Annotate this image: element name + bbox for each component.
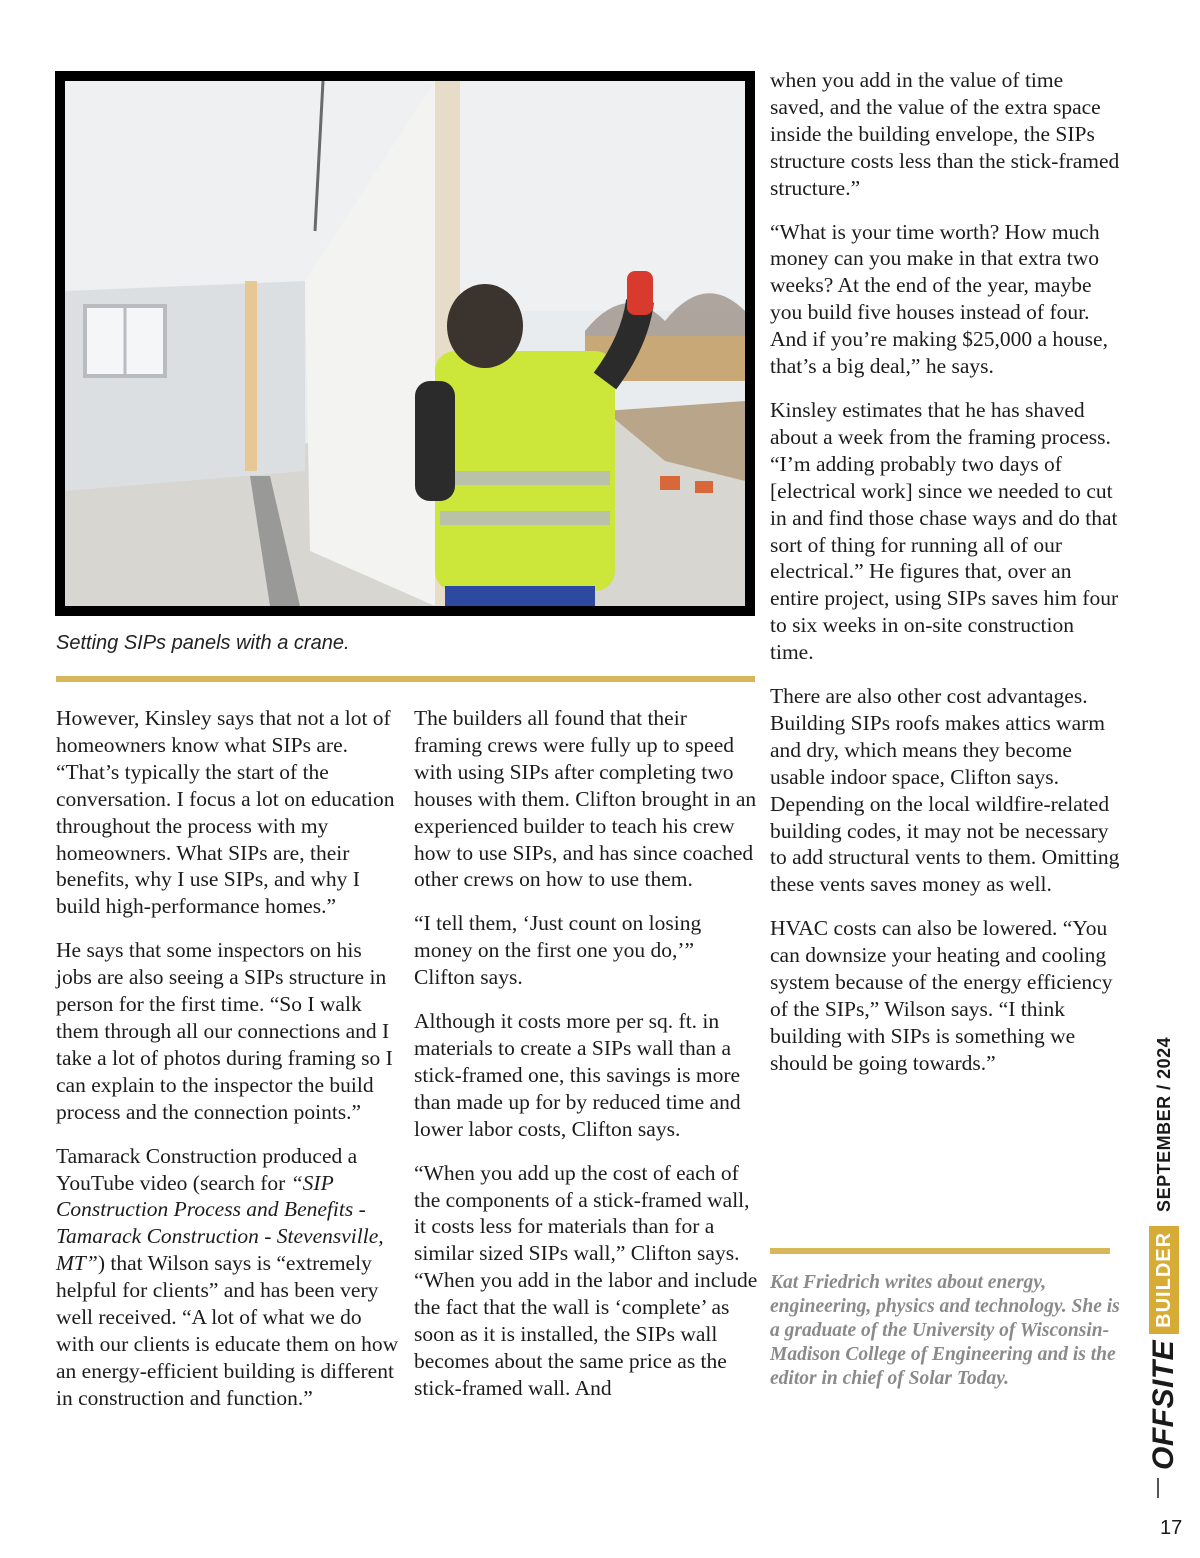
paragraph: Tamarack Construction produced a YouTube video (search for “SIP Construction Process and Benefits -Tamarack Construction - Stevensville, MT”) that Wilson says is “extremely helpful for clients” and has been very well received. “A lot of what we do with our clients is educate them on how an energy-efficient building is different in construction and function.” (56, 1143, 399, 1410)
video-title: “SIP Construction Process and Benefits -Tamarack Construction - Stevensville, MT” (56, 1170, 384, 1276)
magazine-brand (1147, 1037, 1181, 1470)
issue-date: SEPTEMBER / 2024 (1153, 1036, 1174, 1212)
brand-builder: BUILDER (1149, 1226, 1179, 1334)
paragraph: There are also other cost advantages. Building SIPs roofs makes attics warm and dry, which means they become usable indoor space, Clifton says. Depending on the local wildfire-related building codes, it may not be necessary to add structural vents to them. Omitting these vents saves money as well. (770, 684, 1120, 897)
sidebar-divider (1157, 1478, 1159, 1498)
brand-offsite: OFFSITE (1147, 1339, 1180, 1470)
paragraph: Kinsley estimates that he has shaved about a week from the framing process. “I’m adding probably two days of [electrical work] since we needed to cut in and find those chase ways and do that sort of thing for running all of our electrical.” He figures that, over an entire project, using SIPs saves him four to six weeks in on-site construction time. (770, 397, 1119, 665)
article-photo (55, 71, 755, 616)
crane-worker-photo-icon (65, 81, 745, 606)
paragraph: Although it costs more per sq. ft. in materials to create a SIPs wall than a stick-framed one, this savings is more than made up for by reduced time and lower labor costs, Clifton says. (414, 1009, 741, 1141)
caption-divider (56, 676, 755, 682)
page-number: 17 (1160, 1517, 1183, 1539)
bio-divider (770, 1248, 1110, 1254)
photo-caption: Setting SIPs panels with a crane. (56, 632, 350, 654)
paragraph: However, Kinsley says that not a lot of homeowners know what SIPs are. “That’s typically the start of the conversation. I focus a lot on education throughout the process with my homeowners. What SIPs are, their benefits, why I use SIPs, and why I build high-performance homes.” (56, 706, 395, 919)
paragraph: He says that some inspectors on his jobs are also seeing a SIPs structure in person for the first time. “So I walk them through all our connections and I take a lot of photos during framing so I can explain to the inspector the build process and the connection points.” (56, 938, 393, 1124)
paragraph: “I tell them, ‘Just count on losing money on the first one you do,’” Clifton says. (414, 911, 702, 990)
article-column-2 (414, 705, 759, 1419)
paragraph: when you add in the value of time saved, and the value of the extra space inside the building envelope, the SIPs structure costs less than the stick-framed structure.” (770, 68, 1120, 200)
paragraph: “When you add up the cost of each of the components of a stick-framed wall, it costs less for materials than for a similar sized SIPs wall,” Clifton says. “When you add in the labor and include the fact that the wall is ‘complete’ as soon as it is installed, the SIPs wall becomes about the same price as the stick-framed wall. And (414, 1160, 758, 1400)
paragraph: The builders all found that their framing crews were fully up to speed with using SIPs after completing two houses with them. Clifton brought in an experienced builder to teach his crew how to use SIPs, and has since coached other crews on how to use them. (414, 706, 757, 892)
article-column-1 (56, 705, 401, 1429)
paragraph: HVAC costs can also be lowered. “You can downsize your heating and cooling system because of the energy efficiency of the SIPs,” Wilson says. “I think building with SIPs is something we should be going towards.” (770, 916, 1113, 1075)
article-column-3 (770, 67, 1120, 1094)
paragraph: “What is your time worth? How much money can you make in that extra two weeks? At the end of the year, maybe you build five houses instead of four. And if you’re making $25,000 a house, that’s a big deal,” he says. (770, 219, 1108, 379)
author-bio: Kat Friedrich writes about energy, engineering, physics and technology. She is a graduate of the University of Wisconsin-Madison College of Engineering and is the editor in chief of Solar Today. (770, 1272, 1120, 1389)
